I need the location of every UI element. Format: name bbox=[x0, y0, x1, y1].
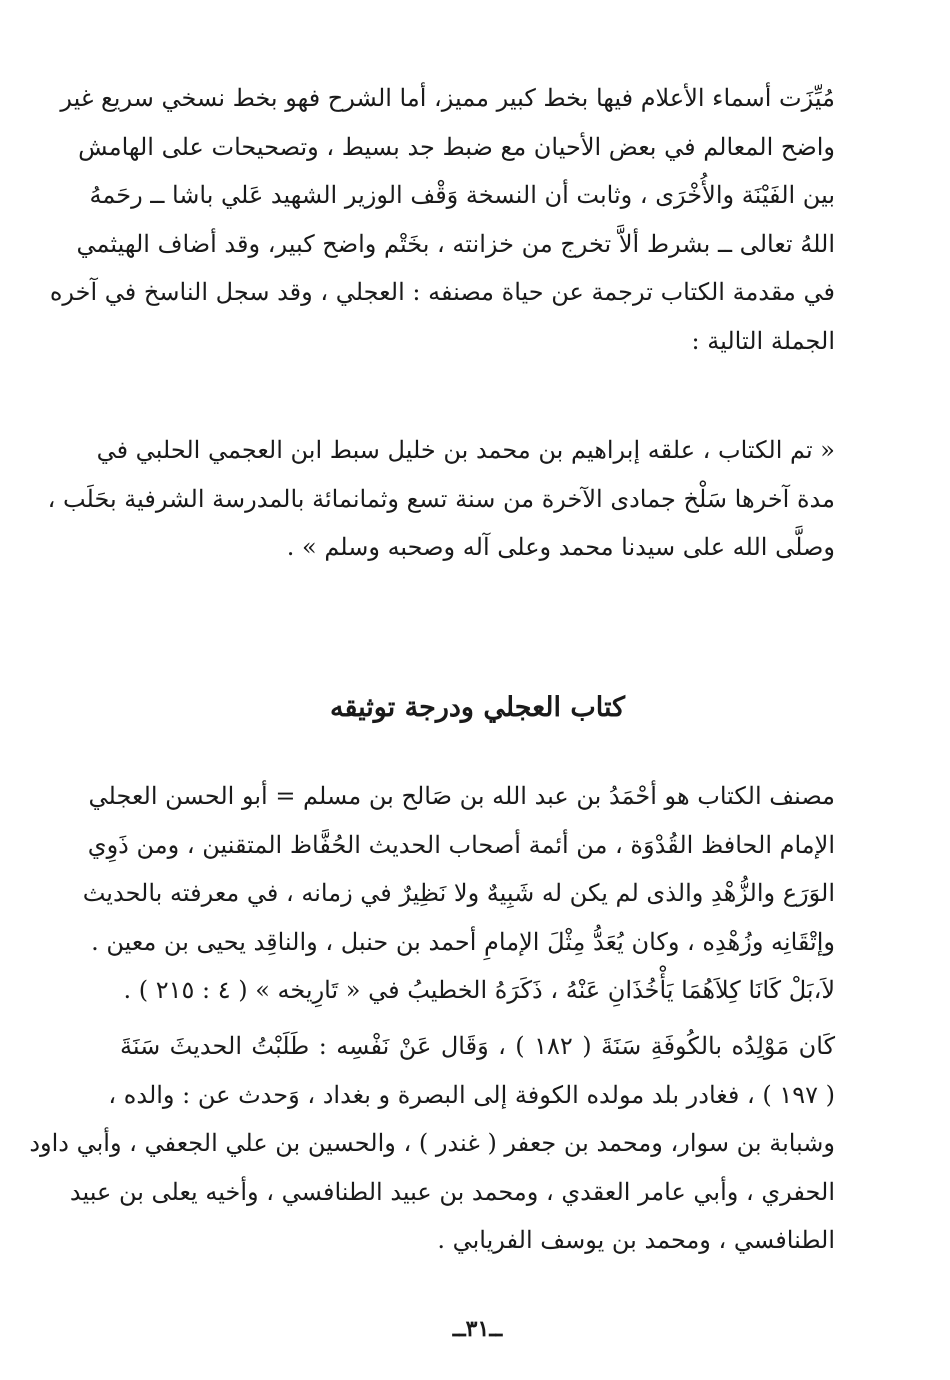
text-line: في مقدمة الكتاب ترجمة عن حياة مصنفه : العجلي ، وقد سجل الناسخ في آخره bbox=[49, 278, 835, 306]
text-line: واضح المعالم في بعض الأحيان مع ضبط جد بسيط ، وتصحيحات على الهامش bbox=[78, 132, 835, 161]
page-number: ــ٣١ــ bbox=[452, 1316, 503, 1342]
author-paragraph bbox=[82, 772, 835, 1015]
colophon-quote bbox=[47, 426, 835, 572]
text-line: وإتْقَانِه وزُهْدِه ، وكان يُعَدُّ مِثْلَ الإمامِ أحمد بن حنبل ، والناقِد يحيى بن معين . bbox=[91, 927, 835, 956]
text-line: الطنافسي ، ومحمد بن يوسف الفريابي . bbox=[437, 1226, 835, 1254]
text-line: وشبابة بن سوار، ومحمد بن جعفر ( غندر ) ، والحسين بن علي الجعفي ، وأبي داود bbox=[29, 1129, 835, 1157]
text-line: مُيِّزَت أسماء الأعلام فيها بخط كبير مميز، أما الشرح فهو بخط نسخي سريع غير bbox=[60, 84, 835, 112]
text-line: لاَ،بَلْ كَانَا كِلاَهُمَا يَأْخُذَانِ عَنْهُ ، ذَكَرَهُ الخطيبُ في « تَارِيخه » ( ٤ : ٢١٥ ) . bbox=[123, 976, 835, 1004]
text-line: مدة آخرها سَلْخ جمادى الآخرة من سنة تسع وثمانمائة بالمدرسة الشرفية بحَلَب ، bbox=[47, 484, 835, 513]
text-line: ( ١٩٧ ) ، فغادر بلد مولده الكوفة إلى البصرة و بغداد ، وَحدث عن : والده ، bbox=[108, 1080, 835, 1109]
text-line: الإمام الحافظ القُدْوَة ، من أئمة أصحاب الحديث الحُفَّاظ المتقنين ، ومن ذَوِي bbox=[87, 830, 835, 859]
text-line: الحفري ، وأبي عامر العقدي ، ومحمد بن عبيد الطنافسي ، وأخيه يعلى بن عبيد bbox=[69, 1177, 835, 1206]
text-line: كَان مَوْلِدُه بالكُوفَةِ سَنَةَ ( ١٨٢ ) ، وَقَال عَنْ نَفْسِه : طَلَبْتُ الحديثَ سَنَةَ bbox=[120, 1032, 835, 1060]
intro-paragraph bbox=[49, 74, 835, 365]
birth-paragraph bbox=[29, 1022, 835, 1265]
text-line: اللهُ تعالى ــ بشرط ألاَّ تخرج من خزانته ، بخَتْم واضح كبير، وقد أضاف الهيثمي bbox=[76, 229, 835, 258]
text-line: وصلَّى الله على سيدنا محمد وعلى آله وصحبه وسلم » . bbox=[286, 533, 835, 561]
text-line: بين الفَيْنَة والأُخْرَى ، وثابت أن النسخة وَقْف الوزير الشهيد عَلي باشا ــ رحَمهُ bbox=[89, 181, 835, 209]
section-heading: كتاب العجلي ودرجة توثيقه bbox=[330, 692, 625, 723]
text-line: الجملة التالية : bbox=[691, 326, 835, 355]
text-line: الوَرَع والزُّهْدِ والذى لم يكن له شَبِيهٌ ولا نَظِيرٌ في زمانه ، في معرفته بالحديث bbox=[82, 879, 835, 907]
text-line: « تم الكتاب ، علقه إبراهيم بن محمد بن خليل سبط ابن العجمي الحلبي في bbox=[96, 436, 835, 464]
text-line: مصنف الكتاب هو أحْمَدُ بن عبد الله بن صَالح بن مسلم = أبو الحسن العجلي bbox=[88, 782, 835, 810]
